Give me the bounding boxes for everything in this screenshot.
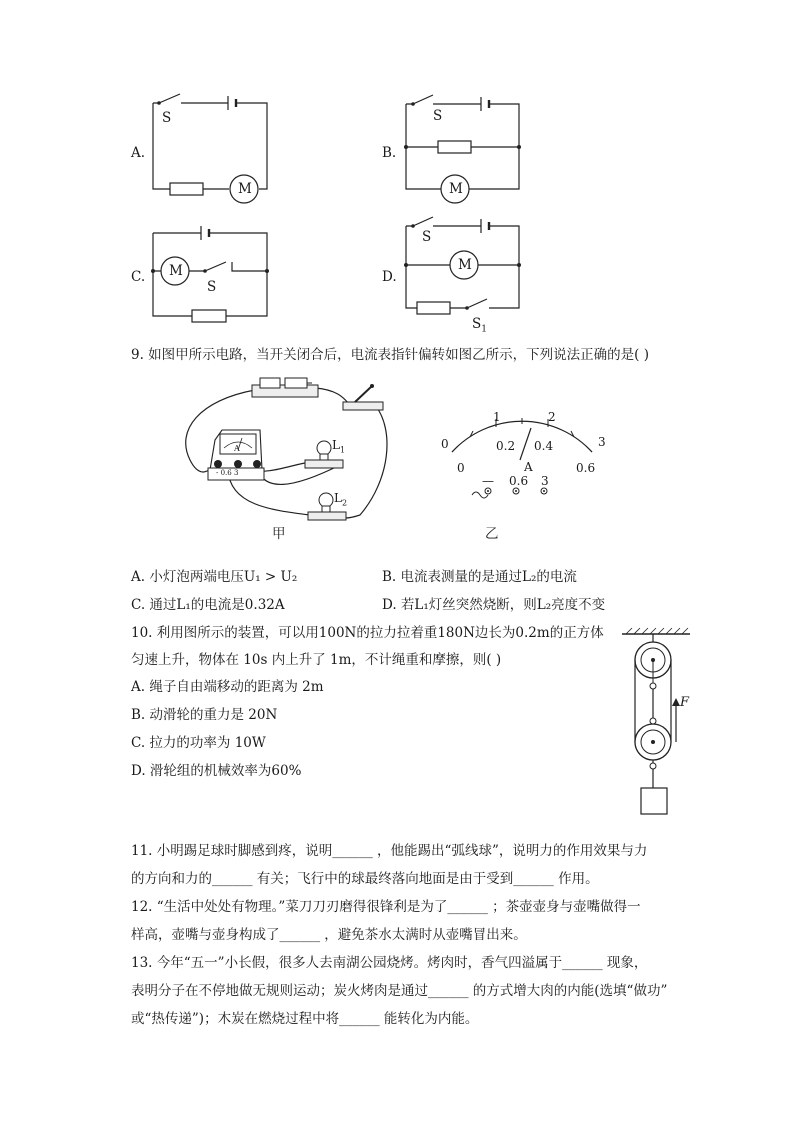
q12-line2: 样高，壶嘴与壶身构成了______ ，避免茶水太满时从壶嘴冒出来。 [131,927,527,943]
q9-option-a: A. 小灯泡两端电压U₁ > U₂ [131,569,298,585]
q9-stem: 9. 如图甲所示电路，当开关闭合后，电流表指针偏转如图乙所示，下列说法正确的是( ) [131,347,649,363]
force-label: F [680,695,690,710]
fig-yi-caption: 乙 [485,526,499,542]
q10-stem-line1: 10. 利用图所示的装置，可以用100N的拉力拉着重180N边长为0.2m的正方体 [131,625,604,641]
dial-top-2: 2 [548,410,556,424]
q9-option-b: B. 电流表测量的是通过L₂的电流 [382,569,577,585]
q13-line3: 或“热传递”)；木炭在燃烧过程中将______ 能转化为内能。 [131,1011,479,1027]
q9-option-c: C. 通过L₁的电流是0.32A [131,597,285,613]
bulb2-label: $L_2$ [334,491,348,508]
switch-label: S [433,108,443,124]
dial-bottom-0: 0 [457,461,465,475]
q12-line1: 12. “生活中处处有物理。”菜刀刀刃磨得很锋利是为了______ ；茶壶壶身与壶嘴做得一 [131,899,641,915]
q13-line1: 13. 今年“五一”小长假，很多人去南湖公园烧烤。烤肉时，香气四溢属于______ 现象， [131,955,648,971]
q11-line2: 的方向和力的______ 有关；飞行中的球最终落向地面是由于受到______ 作用。 [131,871,599,887]
bulb1-label: $L_1$ [332,438,346,455]
dial-top-3: 3 [598,435,606,449]
motor-label: M [458,257,472,273]
fig-jia-caption: 甲 [272,526,286,542]
option-letter: D. [382,269,397,285]
q13-line2: 表明分子在不停地做无规则运动；炭火烤肉是通过______ 的方式增大肉的内能(选填“做功” [131,983,668,999]
motor-label: M [169,263,183,279]
dial-top-0: 0 [441,437,449,451]
switch-label: S [207,279,217,295]
q10-option-b: B. 动滑轮的重力是 20N [131,707,278,723]
option-letter: C. [131,269,146,285]
terminal-0-6: 0.6 [509,474,529,488]
dial-bottom-3: 0.6 [576,461,596,475]
ammeter-letter: A [234,444,240,453]
dial-bottom-2: 0.4 [534,439,554,453]
q10-option-c: C. 拉力的功率为 10W [131,735,266,751]
q10-option-a: A. 绳子自由端移动的距离为 2m [131,679,324,695]
switch-label: S [422,229,432,245]
terminal-3: 3 [541,474,549,488]
terminal-neg: — [482,474,494,488]
q10-stem-line2: 匀速上升，物体在 10s 内上升了 1m，不计绳重和摩擦，则( ) [131,652,502,668]
switch2-label: $S_1$ [472,316,487,335]
option-letter: B. [382,145,397,161]
dial-bottom-1: 0.2 [496,439,516,453]
q9-option-d: D. 若L₁灯丝突然烧断，则L₂亮度不变 [382,597,606,613]
dial-top-1: 1 [493,410,501,424]
option-letter: A. [131,145,146,161]
ammeter-terminals: - 0.6 3 [216,469,239,477]
motor-label: M [238,181,252,197]
dial-unit: A [524,460,533,474]
q11-line1: 11. 小明踢足球时脚感到疼，说明______ ，他能踢出“弧线球”，说明力的作用效果与力 [131,843,648,859]
q10-option-d: D. 滑轮组的机械效率为60% [131,763,302,779]
motor-label: M [449,181,463,197]
switch-label: S [162,110,172,126]
